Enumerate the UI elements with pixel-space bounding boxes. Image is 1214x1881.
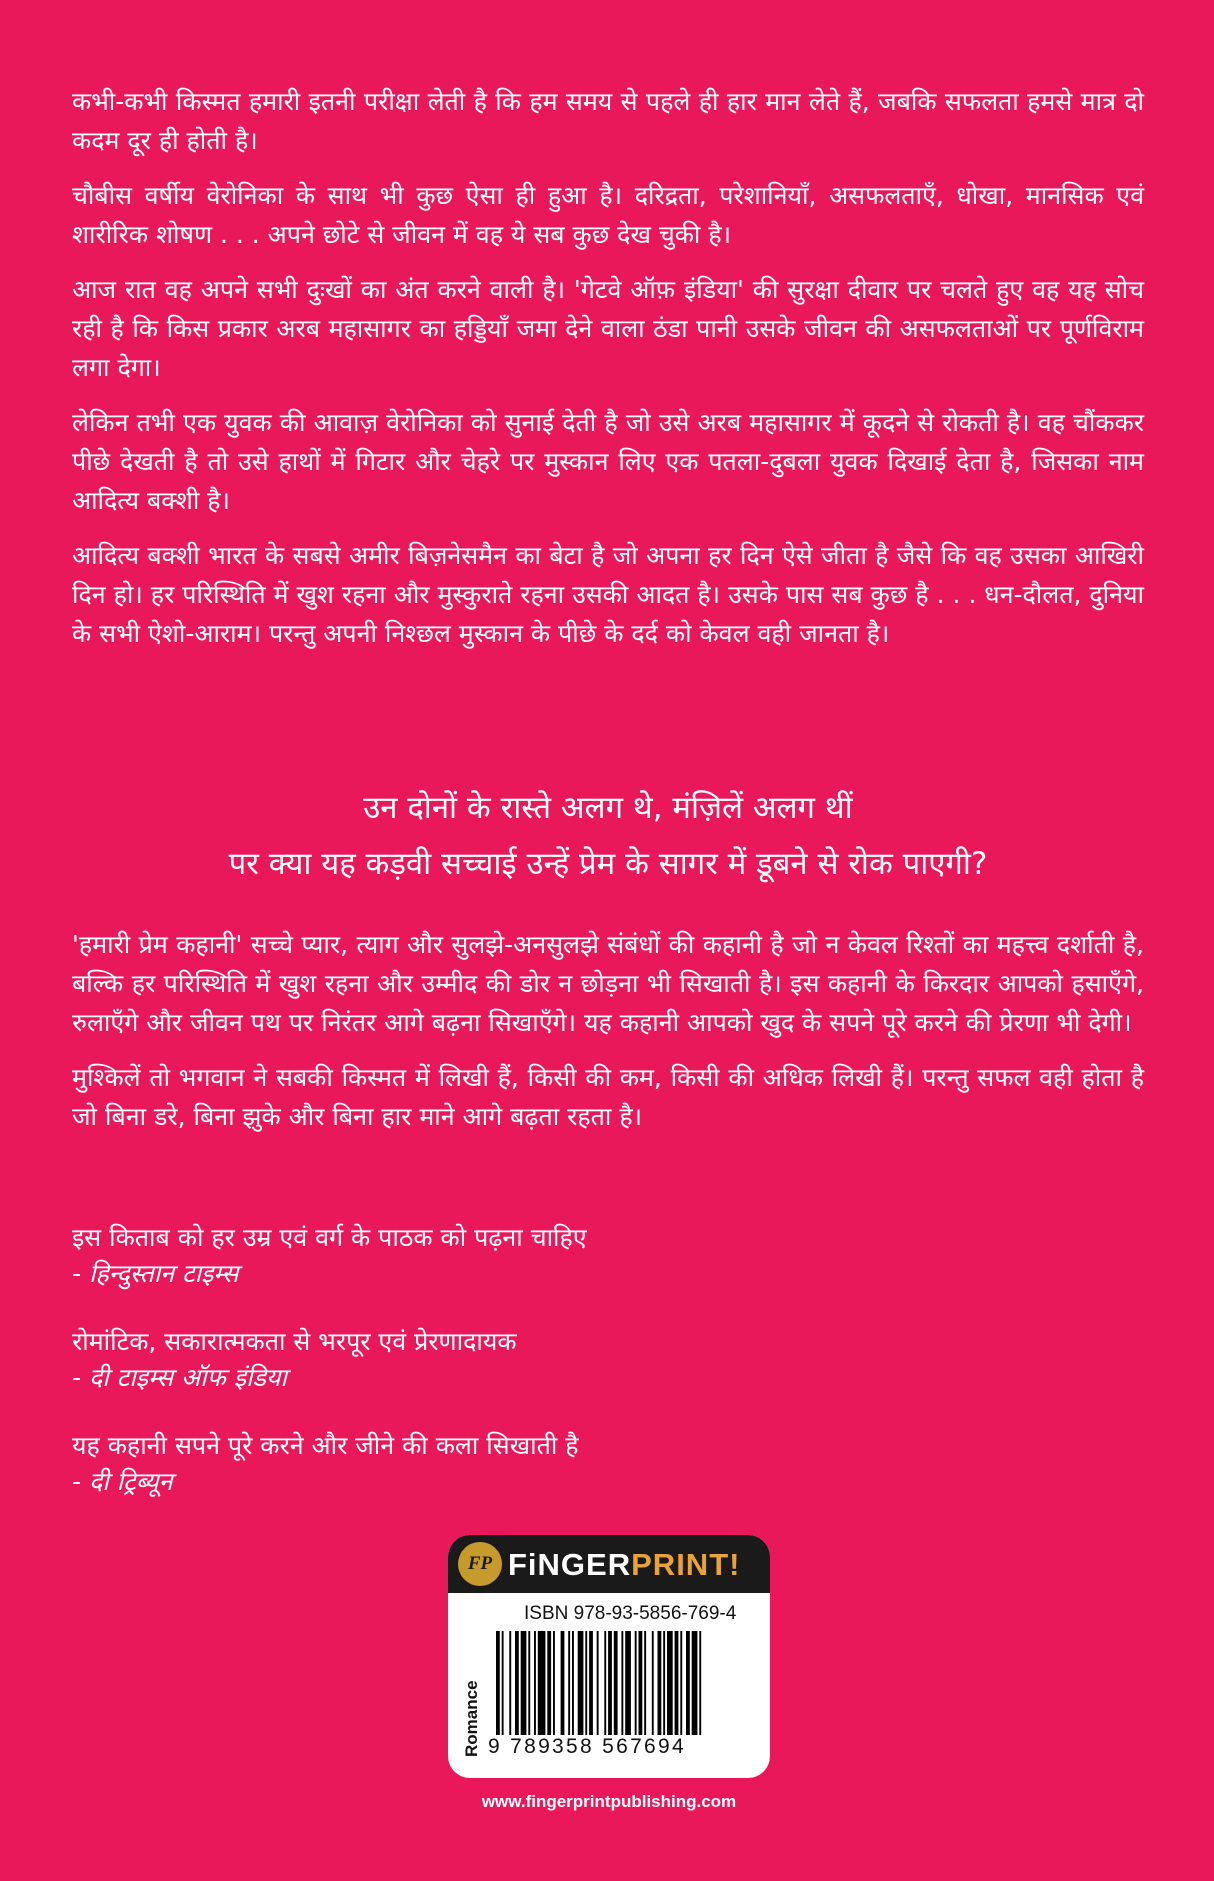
review-quote: रोमांटिक, सकारात्मकता से भरपूर एवं प्रेरणादायक <box>72 1327 517 1356</box>
tagline-line: पर क्या यह कड़वी सच्चाई उन्हें प्रेम के सागर में डूबने से रोक पाएगी? <box>228 846 988 882</box>
publisher-name-part1: FiNGER <box>508 1547 632 1582</box>
review <box>72 1324 1144 1396</box>
synopsis-paragraph: चौबीस वर्षीय वेरोनिका के साथ भी कुछ ऐसा ही हुआ है। दरिद्रता, परेशानियाँ, असफलताएँ, धोखा, मानसिक एवं शारीरिक शोषण . . . अपने छोटे से जीवन में वह ये सब कुछ देख चुकी है। <box>72 181 1144 249</box>
synopsis-paragraph: आदित्य बक्शी भारत के सबसे अमीर बिज़नेसमैन का बेटा है जो अपना हर दिन ऐसे जीता है जैसे कि वह उसका आखिरी दिन हो। हर परिस्थिति में खुश रहना और मुस्कुराते रहना उसकी आदत है। उसके पास सब कुछ है . . . धन-दौलत, दुनिया के सभी ऐशो-आराम। परन्तु अपनी निश्छल मुस्कान के पीछे के दर्द को केवल वही जानता है। <box>72 541 1144 648</box>
review-quote: इस किताब को हर उम्र एवं वर्ग के पाठक को पढ़ना चाहिए <box>72 1223 587 1252</box>
isbn-label: ISBN 978-93-5856-769-4 <box>524 1603 737 1624</box>
description <box>72 925 1144 1152</box>
tagline <box>72 780 1144 892</box>
synopsis-paragraph: लेकिन तभी एक युवक की आवाज़ वेरोनिका को सुनाई देती है जो उसे अरब महासागर में कूदने से रोकती है। वह चौंककर पीछे देखती है तो उसे हाथों में गिटार और चेहरे पर मुस्कान लिए एक पतला-दुबला युवक दिखाई देता है, जिसका नाम आदित्य बक्शी है। <box>72 408 1144 515</box>
synopsis <box>72 82 1144 669</box>
review <box>72 1220 1144 1292</box>
logo-letters: FP <box>467 1553 493 1574</box>
publisher-brand-bar <box>448 1535 770 1593</box>
review-quotes <box>72 1220 1144 1532</box>
review-source: - दी टाइम्स ऑफ इंडिया <box>72 1363 287 1392</box>
review-source: - दी ट्रिब्यून <box>72 1467 173 1496</box>
barcode-icon <box>494 1631 760 1735</box>
genre-label: Romance <box>462 1680 481 1757</box>
barcode-panel <box>448 1535 770 1778</box>
publisher-logo-icon <box>458 1542 502 1586</box>
review-quote: यह कहानी सपने पूरे करने और जीने की कला सिखाती है <box>72 1431 579 1460</box>
publisher-name-part2: PRINT! <box>631 1547 741 1582</box>
description-paragraph: 'हमारी प्रेम कहानी' सच्चे प्यार, त्याग और सुलझे-अनसुलझे संबंधों की कहानी है जो न केवल रिश्तों का महत्त्व दर्शाती है, बल्कि हर परिस्थिति में खुश रहना और उम्मीद की डोर न छोड़ना भी सिखाती है। इस कहानी के किरदार आपको हसाएँगे, रुलाएँगे और जीवन पथ पर निरंतर आगे बढ़ना सिखाएँगे। यह कहानी आपको खुद के सपने पूरे करने की प्रेरणा भी देगी। <box>72 930 1144 1037</box>
description-paragraph: मुश्किलें तो भगवान ने सबकी किस्मत में लिखी हैं, किसी की कम, किसी की अधिक लिखी हैं। परन्तु सफल वही होता है जो बिना डरे, बिना झुके और बिना हार माने आगे बढ़ता रहता है। <box>72 1063 1144 1131</box>
tagline-line: उन दोनों के रास्ते अलग थे, मंज़िलें अलग थीं <box>363 790 853 826</box>
publisher-name <box>508 1547 740 1583</box>
synopsis-paragraph: कभी-कभी किस्मत हमारी इतनी परीक्षा लेती है कि हम समय से पहले ही हार मान लेते हैं, जबकि सफलता हमसे मात्र दो कदम दूर ही होती है। <box>72 87 1144 155</box>
publisher-website: www.fingerprintpublishing.com <box>481 1792 737 1811</box>
barcode-digits: 9 789358 567694 <box>488 1735 686 1758</box>
review <box>72 1428 1144 1500</box>
review-source: - हिन्दुस्तान टाइम्स <box>72 1259 239 1288</box>
synopsis-paragraph: आज रात वह अपने सभी दुःखों का अंत करने वाली है। 'गेटवे ऑफ़ इंडिया' की सुरक्षा दीवार पर चलते हुए वह यह सोच रही है कि किस प्रकार अरब महासागर का हड्डियाँ जमा देने वाला ठंडा पानी उसके जीवन की असफलताओं पर पूर्णविराम लगा देगा। <box>72 275 1144 382</box>
